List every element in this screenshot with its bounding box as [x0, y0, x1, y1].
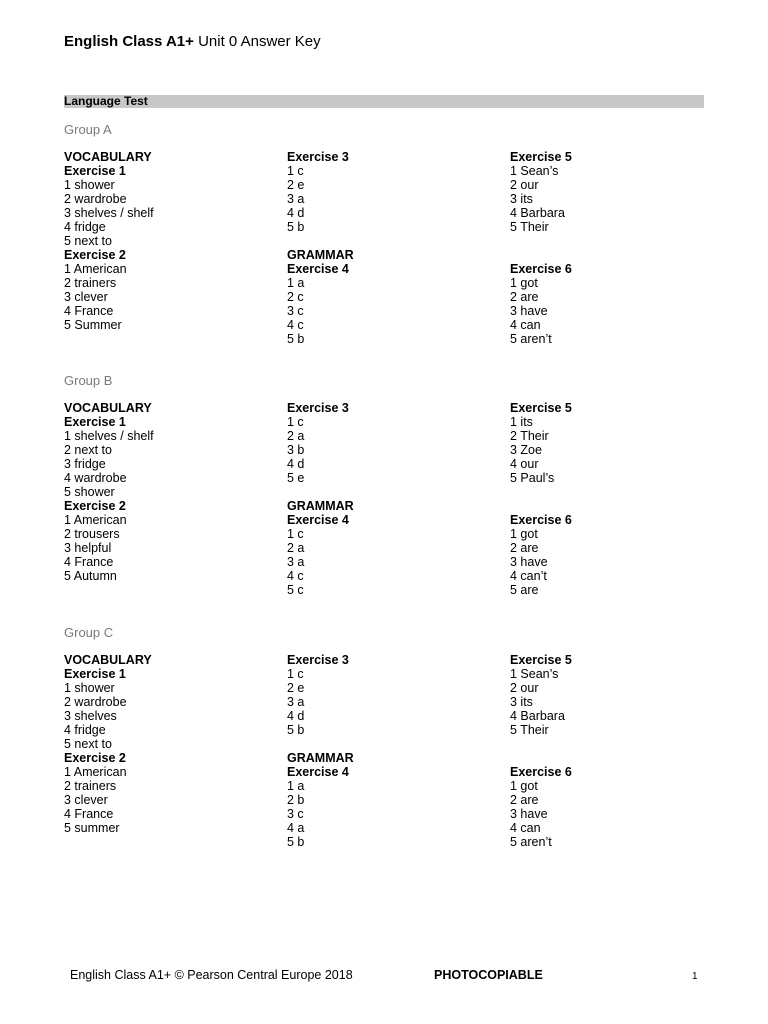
- answer-item: 1 American: [64, 765, 127, 779]
- answer-item: 4 can’t: [510, 569, 547, 583]
- answer-item: 3 a: [287, 555, 305, 569]
- answer-item: 2 our: [510, 178, 539, 192]
- exercise-title: Exercise 1: [64, 415, 126, 429]
- answer-item: 2 Their: [510, 429, 549, 443]
- vocabulary-heading: VOCABULARY: [64, 653, 152, 667]
- spacer: [510, 499, 720, 513]
- answer-item: 5 shower: [64, 485, 115, 499]
- group-label: Group A: [64, 122, 112, 137]
- answer-item: 1 shelves / shelf: [64, 429, 154, 443]
- column-grammar: [287, 401, 497, 597]
- answer-item: 2 trainers: [64, 779, 117, 793]
- answer-item: 4 d: [287, 206, 305, 220]
- answer-item: 1 a: [287, 276, 305, 290]
- answer-item: 4 France: [64, 807, 114, 821]
- answer-item: 2 are: [510, 541, 539, 555]
- answer-item: 1 Sean’s: [510, 164, 559, 178]
- section-heading: Language Test: [64, 95, 704, 108]
- answer-item: 5 c: [287, 583, 304, 597]
- answer-item: 3 c: [287, 304, 304, 318]
- answer-item: 4 can: [510, 318, 541, 332]
- answer-item: 2 wardrobe: [64, 695, 127, 709]
- answer-item: 4 c: [287, 318, 304, 332]
- answer-item: 4 fridge: [64, 220, 106, 234]
- answer-item: 1 shower: [64, 681, 115, 695]
- exercise-title: Exercise 1: [64, 164, 126, 178]
- answer-item: 5 Their: [510, 220, 549, 234]
- answer-item: 1 got: [510, 276, 538, 290]
- answer-item: 4 Barbara: [510, 709, 565, 723]
- exercise-title: Exercise 3: [287, 653, 349, 667]
- spacer: [510, 485, 720, 499]
- answer-item: 1 c: [287, 667, 304, 681]
- exercise-title: Exercise 6: [510, 765, 572, 779]
- answer-item: 3 clever: [64, 793, 108, 807]
- exercise-title: Exercise 4: [287, 262, 349, 276]
- exercise-title: Exercise 4: [287, 513, 349, 527]
- answer-item: 4 can: [510, 821, 541, 835]
- grammar-heading: GRAMMAR: [287, 499, 354, 513]
- answer-item: 4 Barbara: [510, 206, 565, 220]
- answer-item: 3 helpful: [64, 541, 112, 555]
- footer-photocopiable: PHOTOCOPIABLE: [434, 968, 543, 982]
- footer-page-number: 1: [692, 971, 698, 982]
- spacer: [287, 485, 497, 499]
- answer-item: 1 its: [510, 415, 533, 429]
- answer-item: 5 are: [510, 583, 539, 597]
- grammar-heading: GRAMMAR: [287, 751, 354, 765]
- column-grammar: [287, 150, 497, 346]
- answer-item: 1 shower: [64, 178, 115, 192]
- group-label: Group C: [64, 625, 114, 640]
- answer-item: 5 Paul’s: [510, 471, 555, 485]
- column-exercises-5-6: [510, 401, 720, 597]
- answer-item: 3 c: [287, 807, 304, 821]
- group-label: Group B: [64, 373, 113, 388]
- answer-item: 2 our: [510, 681, 539, 695]
- answer-item: 2 b: [287, 793, 305, 807]
- spacer: [510, 737, 720, 751]
- answer-item: 4 France: [64, 555, 114, 569]
- answer-item: 3 shelves: [64, 709, 117, 723]
- answer-item: 1 American: [64, 262, 127, 276]
- column-grammar: [287, 653, 497, 849]
- answer-item: 2 wardrobe: [64, 192, 127, 206]
- exercise-title: Exercise 6: [510, 262, 572, 276]
- answer-item: 1 c: [287, 164, 304, 178]
- column-vocabulary: [64, 401, 274, 583]
- answer-item: 2 e: [287, 681, 305, 695]
- answer-item: 3 fridge: [64, 457, 106, 471]
- vocabulary-heading: VOCABULARY: [64, 401, 152, 415]
- page-title: [64, 33, 321, 50]
- answer-item: 2 trainers: [64, 276, 117, 290]
- answer-item: 2 are: [510, 290, 539, 304]
- answer-item: 2 trousers: [64, 527, 120, 541]
- answer-item: 4 a: [287, 821, 305, 835]
- answer-item: 5 Their: [510, 723, 549, 737]
- answer-item: 2 next to: [64, 443, 112, 457]
- answer-item: 4 d: [287, 457, 305, 471]
- answer-item: 2 a: [287, 541, 305, 555]
- exercise-title: Exercise 6: [510, 513, 572, 527]
- exercise-title: Exercise 3: [287, 401, 349, 415]
- spacer: [287, 737, 497, 751]
- footer-copyright: English Class A1+ © Pearson Central Europe 2018: [70, 968, 353, 982]
- grammar-heading: GRAMMAR: [287, 248, 354, 262]
- answer-item: 5 aren’t: [510, 835, 552, 849]
- answer-item: 3 have: [510, 555, 548, 569]
- answer-item: 5 e: [287, 471, 305, 485]
- exercise-title: Exercise 1: [64, 667, 126, 681]
- answer-item: 1 c: [287, 415, 304, 429]
- spacer: [287, 234, 497, 248]
- answer-item: 4 fridge: [64, 723, 106, 737]
- answer-item: 5 next to: [64, 234, 112, 248]
- title-bold: English Class A1+: [64, 33, 194, 50]
- answer-item: 1 got: [510, 779, 538, 793]
- answer-item: 2 are: [510, 793, 539, 807]
- answer-item: 4 France: [64, 304, 114, 318]
- answer-item: 1 got: [510, 527, 538, 541]
- vocabulary-heading: VOCABULARY: [64, 150, 152, 164]
- answer-item: 5 b: [287, 220, 305, 234]
- answer-item: 3 Zoe: [510, 443, 542, 457]
- answer-item: 5 b: [287, 835, 305, 849]
- answer-item: 4 d: [287, 709, 305, 723]
- answer-item: 5 aren’t: [510, 332, 552, 346]
- exercise-title: Exercise 5: [510, 401, 572, 415]
- answer-item: 1 Sean’s: [510, 667, 559, 681]
- title-rest: Unit 0 Answer Key: [193, 33, 321, 50]
- answer-item: 3 its: [510, 192, 533, 206]
- column-vocabulary: [64, 653, 274, 835]
- answer-item: 3 have: [510, 807, 548, 821]
- answer-item: 2 e: [287, 178, 305, 192]
- answer-item: 5 b: [287, 332, 305, 346]
- answer-item: 4 our: [510, 457, 539, 471]
- answer-item: 2 a: [287, 429, 305, 443]
- answer-item: 5 summer: [64, 821, 120, 835]
- answer-item: 5 b: [287, 723, 305, 737]
- exercise-title: Exercise 5: [510, 653, 572, 667]
- column-vocabulary: [64, 150, 274, 332]
- exercise-title: Exercise 2: [64, 248, 126, 262]
- answer-item: 2 c: [287, 290, 304, 304]
- answer-item: 3 its: [510, 695, 533, 709]
- answer-item: 3 shelves / shelf: [64, 206, 154, 220]
- answer-item: 5 Autumn: [64, 569, 117, 583]
- column-exercises-5-6: [510, 150, 720, 346]
- exercise-title: Exercise 3: [287, 150, 349, 164]
- spacer: [510, 234, 720, 248]
- answer-item: 1 a: [287, 779, 305, 793]
- exercise-title: Exercise 5: [510, 150, 572, 164]
- answer-item: 3 have: [510, 304, 548, 318]
- answer-item: 5 next to: [64, 737, 112, 751]
- answer-item: 3 a: [287, 695, 305, 709]
- answer-item: 1 c: [287, 527, 304, 541]
- answer-item: 3 b: [287, 443, 305, 457]
- exercise-title: Exercise 4: [287, 765, 349, 779]
- spacer: [510, 248, 720, 262]
- answer-item: 4 c: [287, 569, 304, 583]
- spacer: [510, 751, 720, 765]
- exercise-title: Exercise 2: [64, 751, 126, 765]
- answer-item: 4 wardrobe: [64, 471, 127, 485]
- column-exercises-5-6: [510, 653, 720, 849]
- exercise-title: Exercise 2: [64, 499, 126, 513]
- answer-item: 5 Summer: [64, 318, 122, 332]
- answer-item: 3 clever: [64, 290, 108, 304]
- answer-item: 3 a: [287, 192, 305, 206]
- answer-item: 1 American: [64, 513, 127, 527]
